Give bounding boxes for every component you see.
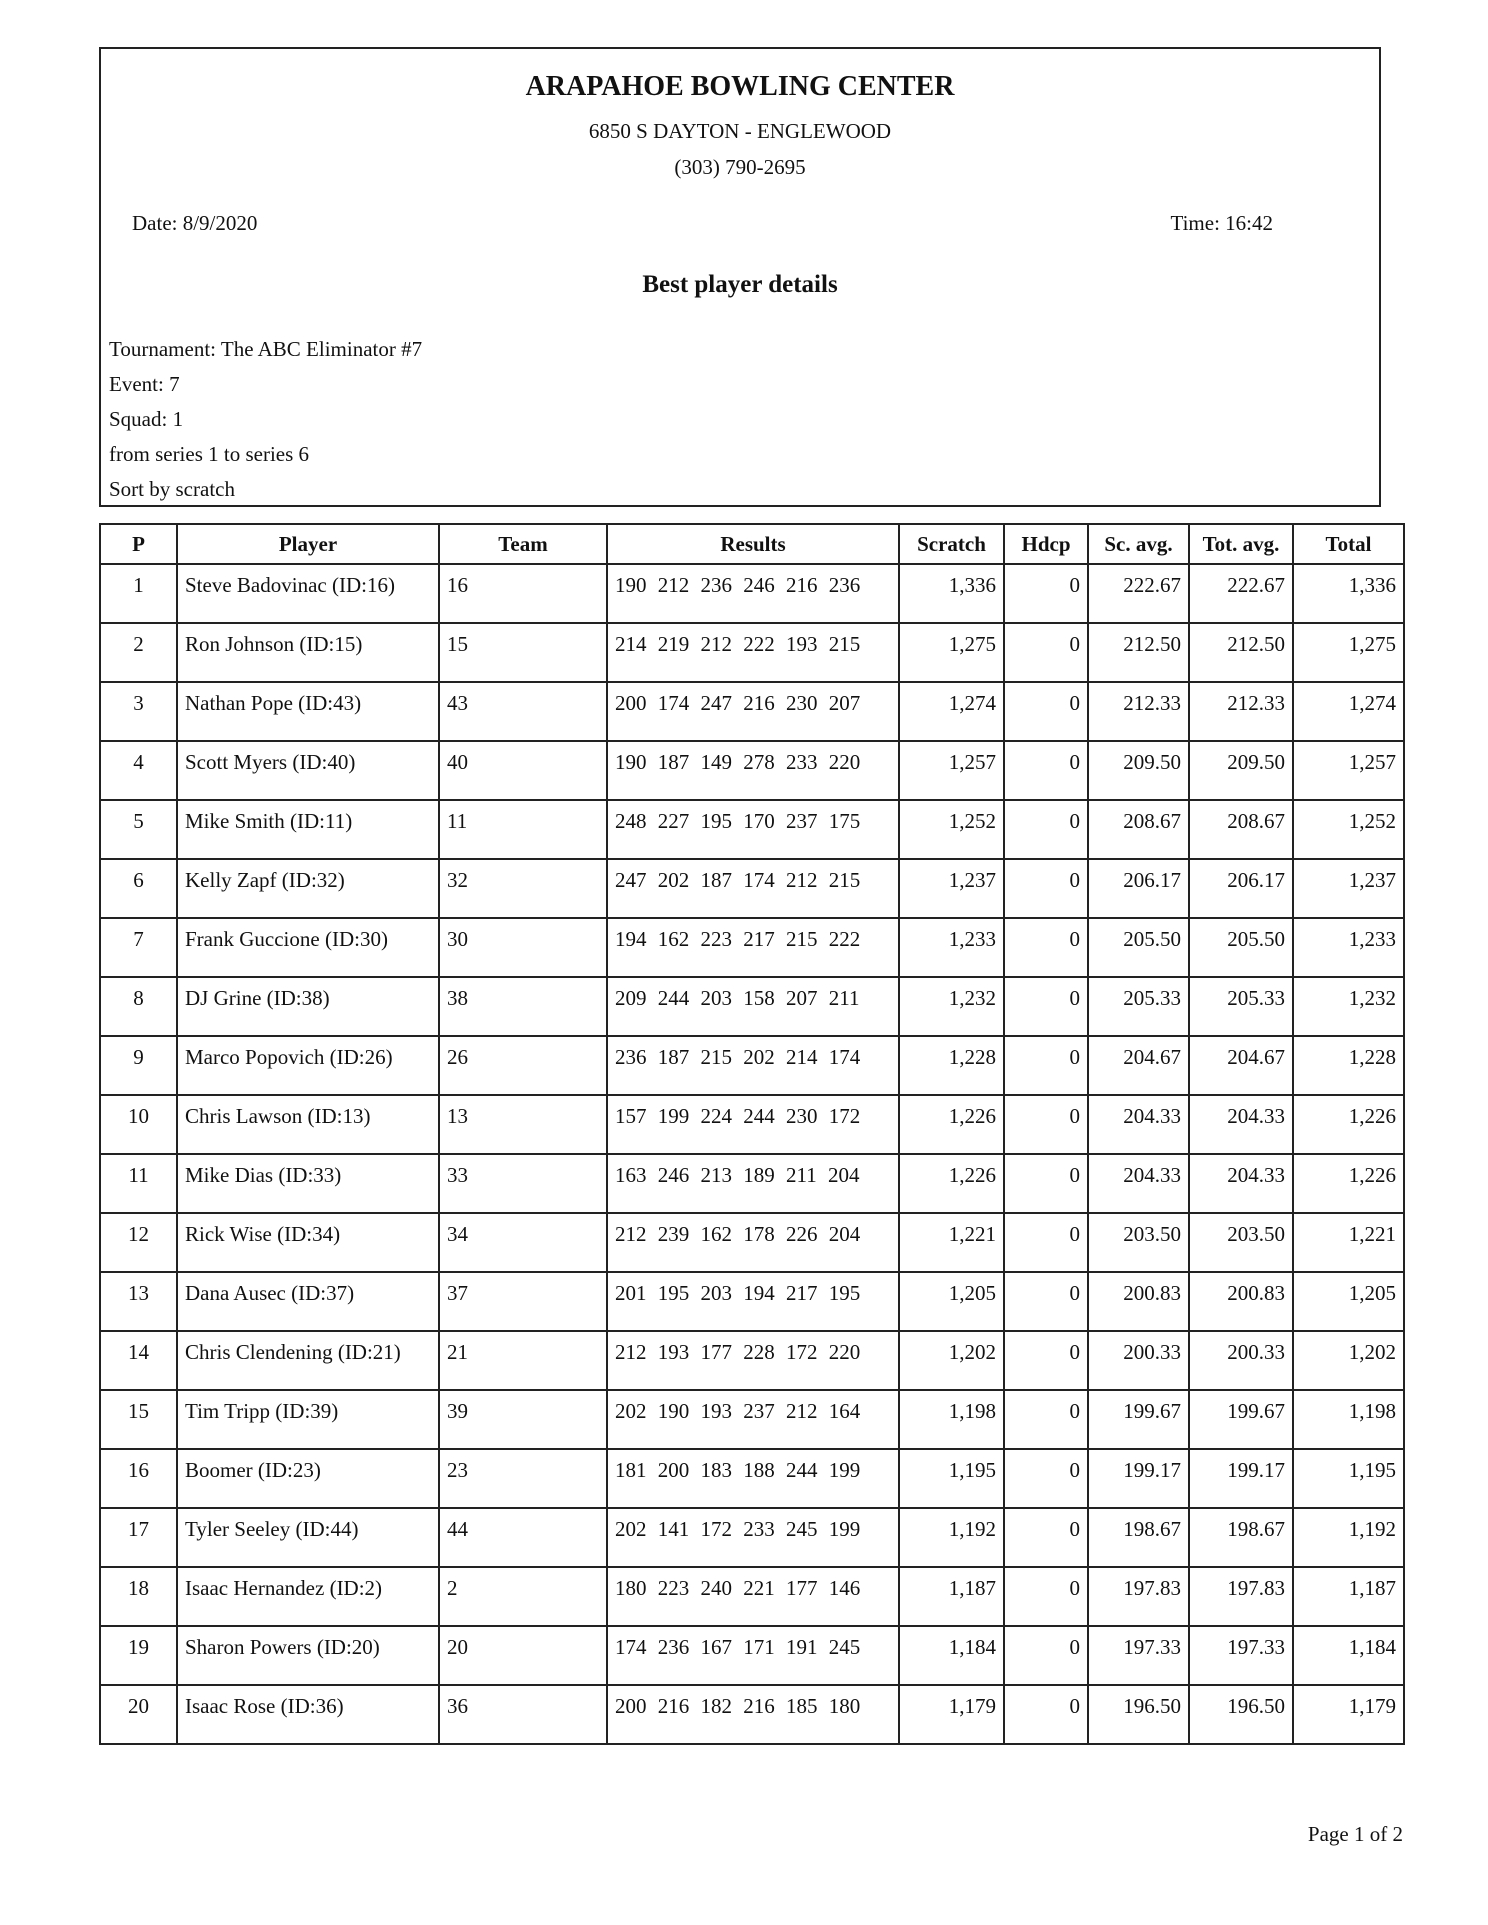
table-row — [100, 1449, 1404, 1508]
cell-position: 14 — [100, 1331, 177, 1390]
cell-player: DJ Grine (ID:38) — [177, 977, 439, 1036]
cell-total: 1,228 — [1293, 1036, 1404, 1095]
column-header-hdcp: Hdcp — [1004, 524, 1088, 564]
cell-hdcp: 0 — [1004, 918, 1088, 977]
cell-position: 18 — [100, 1567, 177, 1626]
cell-sc-avg: 204.67 — [1088, 1036, 1189, 1095]
cell-tot-avg: 222.67 — [1189, 564, 1293, 623]
cell-position: 9 — [100, 1036, 177, 1095]
cell-position: 17 — [100, 1508, 177, 1567]
cell-hdcp: 0 — [1004, 741, 1088, 800]
cell-sc-avg: 204.33 — [1088, 1154, 1189, 1213]
cell-team: 20 — [439, 1626, 607, 1685]
cell-total: 1,237 — [1293, 859, 1404, 918]
cell-results: 190 187 149 278 233 220 — [607, 741, 899, 800]
cell-results: 212 193 177 228 172 220 — [607, 1331, 899, 1390]
cell-team: 37 — [439, 1272, 607, 1331]
cell-team: 21 — [439, 1331, 607, 1390]
cell-total: 1,252 — [1293, 800, 1404, 859]
cell-sc-avg: 209.50 — [1088, 741, 1189, 800]
cell-player: Mike Smith (ID:11) — [177, 800, 439, 859]
cell-tot-avg: 204.67 — [1189, 1036, 1293, 1095]
cell-total: 1,187 — [1293, 1567, 1404, 1626]
cell-scratch: 1,205 — [899, 1272, 1004, 1331]
cell-tot-avg: 212.50 — [1189, 623, 1293, 682]
table-row — [100, 1626, 1404, 1685]
cell-player: Tyler Seeley (ID:44) — [177, 1508, 439, 1567]
cell-results: 202 141 172 233 245 199 — [607, 1508, 899, 1567]
cell-hdcp: 0 — [1004, 1390, 1088, 1449]
cell-hdcp: 0 — [1004, 1331, 1088, 1390]
cell-scratch: 1,237 — [899, 859, 1004, 918]
cell-team: 36 — [439, 1685, 607, 1744]
cell-sc-avg: 196.50 — [1088, 1685, 1189, 1744]
cell-position: 4 — [100, 741, 177, 800]
cell-scratch: 1,179 — [899, 1685, 1004, 1744]
cell-position: 12 — [100, 1213, 177, 1272]
cell-results: 181 200 183 188 244 199 — [607, 1449, 899, 1508]
results-table — [99, 523, 1405, 1745]
cell-hdcp: 0 — [1004, 564, 1088, 623]
report-date: Date: 8/9/2020 — [132, 211, 258, 235]
cell-team: 15 — [439, 623, 607, 682]
cell-results: 212 239 162 178 226 204 — [607, 1213, 899, 1272]
event-info: Event: 7 — [109, 372, 180, 396]
cell-results: 236 187 215 202 214 174 — [607, 1036, 899, 1095]
table-row — [100, 1036, 1404, 1095]
table-row — [100, 859, 1404, 918]
cell-sc-avg: 204.33 — [1088, 1095, 1189, 1154]
cell-hdcp: 0 — [1004, 859, 1088, 918]
cell-total: 1,179 — [1293, 1685, 1404, 1744]
cell-scratch: 1,202 — [899, 1331, 1004, 1390]
cell-sc-avg: 206.17 — [1088, 859, 1189, 918]
cell-hdcp: 0 — [1004, 1036, 1088, 1095]
cell-team: 44 — [439, 1508, 607, 1567]
center-name: ARAPAHOE BOWLING CENTER — [525, 71, 955, 102]
cell-tot-avg: 198.67 — [1189, 1508, 1293, 1567]
cell-team: 32 — [439, 859, 607, 918]
results-table-body — [100, 564, 1404, 1744]
cell-total: 1,198 — [1293, 1390, 1404, 1449]
column-header-p: P — [100, 524, 177, 564]
cell-player: Rick Wise (ID:34) — [177, 1213, 439, 1272]
cell-tot-avg: 199.17 — [1189, 1449, 1293, 1508]
squad-info: Squad: 1 — [109, 407, 184, 431]
cell-total: 1,192 — [1293, 1508, 1404, 1567]
cell-sc-avg: 197.83 — [1088, 1567, 1189, 1626]
cell-position: 19 — [100, 1626, 177, 1685]
cell-hdcp: 0 — [1004, 1567, 1088, 1626]
sort-info: Sort by scratch — [109, 477, 235, 501]
cell-tot-avg: 212.33 — [1189, 682, 1293, 741]
cell-team: 43 — [439, 682, 607, 741]
cell-scratch: 1,233 — [899, 918, 1004, 977]
cell-sc-avg: 205.50 — [1088, 918, 1189, 977]
cell-total: 1,195 — [1293, 1449, 1404, 1508]
cell-scratch: 1,195 — [899, 1449, 1004, 1508]
center-address: 6850 S DAYTON - ENGLEWOOD — [588, 119, 892, 143]
cell-results: 190 212 236 246 216 236 — [607, 564, 899, 623]
cell-player: Isaac Hernandez (ID:2) — [177, 1567, 439, 1626]
cell-position: 10 — [100, 1095, 177, 1154]
cell-scratch: 1,226 — [899, 1154, 1004, 1213]
column-header-sc-avg: Sc. avg. — [1088, 524, 1189, 564]
table-header-row — [100, 524, 1404, 564]
cell-tot-avg: 197.83 — [1189, 1567, 1293, 1626]
cell-results: 214 219 212 222 193 215 — [607, 623, 899, 682]
cell-tot-avg: 203.50 — [1189, 1213, 1293, 1272]
cell-team: 2 — [439, 1567, 607, 1626]
cell-results: 201 195 203 194 217 195 — [607, 1272, 899, 1331]
table-row — [100, 1508, 1404, 1567]
cell-hdcp: 0 — [1004, 682, 1088, 741]
cell-scratch: 1,252 — [899, 800, 1004, 859]
table-row — [100, 623, 1404, 682]
column-header-team: Team — [439, 524, 607, 564]
cell-team: 33 — [439, 1154, 607, 1213]
cell-results: 157 199 224 244 230 172 — [607, 1095, 899, 1154]
cell-results: 248 227 195 170 237 175 — [607, 800, 899, 859]
cell-position: 7 — [100, 918, 177, 977]
cell-total: 1,336 — [1293, 564, 1404, 623]
cell-sc-avg: 199.67 — [1088, 1390, 1189, 1449]
cell-team: 40 — [439, 741, 607, 800]
report-title: Best player details — [642, 271, 838, 298]
cell-hdcp: 0 — [1004, 1154, 1088, 1213]
cell-results: 180 223 240 221 177 146 — [607, 1567, 899, 1626]
cell-scratch: 1,228 — [899, 1036, 1004, 1095]
table-row — [100, 1567, 1404, 1626]
cell-scratch: 1,187 — [899, 1567, 1004, 1626]
cell-hdcp: 0 — [1004, 1685, 1088, 1744]
cell-results: 163 246 213 189 211 204 — [607, 1154, 899, 1213]
cell-total: 1,226 — [1293, 1154, 1404, 1213]
cell-tot-avg: 196.50 — [1189, 1685, 1293, 1744]
cell-position: 20 — [100, 1685, 177, 1744]
cell-sc-avg: 198.67 — [1088, 1508, 1189, 1567]
table-row — [100, 741, 1404, 800]
cell-results: 174 236 167 171 191 245 — [607, 1626, 899, 1685]
cell-total: 1,232 — [1293, 977, 1404, 1036]
cell-player: Marco Popovich (ID:26) — [177, 1036, 439, 1095]
cell-tot-avg: 205.50 — [1189, 918, 1293, 977]
cell-team: 38 — [439, 977, 607, 1036]
column-header-results: Results — [607, 524, 899, 564]
report-time: Time: 16:42 — [1170, 211, 1273, 235]
cell-player: Scott Myers (ID:40) — [177, 741, 439, 800]
cell-results: 247 202 187 174 212 215 — [607, 859, 899, 918]
cell-player: Chris Lawson (ID:13) — [177, 1095, 439, 1154]
cell-results: 200 216 182 216 185 180 — [607, 1685, 899, 1744]
cell-team: 30 — [439, 918, 607, 977]
cell-position: 15 — [100, 1390, 177, 1449]
table-row — [100, 1272, 1404, 1331]
cell-scratch: 1,275 — [899, 623, 1004, 682]
table-row — [100, 1213, 1404, 1272]
cell-hdcp: 0 — [1004, 1626, 1088, 1685]
cell-position: 13 — [100, 1272, 177, 1331]
table-row — [100, 918, 1404, 977]
cell-sc-avg: 212.50 — [1088, 623, 1189, 682]
cell-player: Boomer (ID:23) — [177, 1449, 439, 1508]
cell-scratch: 1,192 — [899, 1508, 1004, 1567]
table-row — [100, 682, 1404, 741]
cell-position: 5 — [100, 800, 177, 859]
cell-results: 200 174 247 216 230 207 — [607, 682, 899, 741]
cell-team: 34 — [439, 1213, 607, 1272]
cell-results: 202 190 193 237 212 164 — [607, 1390, 899, 1449]
series-range-info: from series 1 to series 6 — [109, 442, 310, 466]
table-row — [100, 564, 1404, 623]
cell-tot-avg: 206.17 — [1189, 859, 1293, 918]
cell-total: 1,226 — [1293, 1095, 1404, 1154]
cell-scratch: 1,184 — [899, 1626, 1004, 1685]
cell-player: Mike Dias (ID:33) — [177, 1154, 439, 1213]
cell-tot-avg: 209.50 — [1189, 741, 1293, 800]
cell-sc-avg: 200.33 — [1088, 1331, 1189, 1390]
cell-position: 2 — [100, 623, 177, 682]
cell-tot-avg: 205.33 — [1189, 977, 1293, 1036]
table-row — [100, 1154, 1404, 1213]
cell-player: Steve Badovinac (ID:16) — [177, 564, 439, 623]
cell-team: 16 — [439, 564, 607, 623]
cell-sc-avg: 222.67 — [1088, 564, 1189, 623]
cell-hdcp: 0 — [1004, 800, 1088, 859]
cell-total: 1,274 — [1293, 682, 1404, 741]
cell-position: 1 — [100, 564, 177, 623]
cell-hdcp: 0 — [1004, 1272, 1088, 1331]
column-header-total: Total — [1293, 524, 1404, 564]
cell-hdcp: 0 — [1004, 1508, 1088, 1567]
cell-hdcp: 0 — [1004, 1449, 1088, 1508]
cell-scratch: 1,232 — [899, 977, 1004, 1036]
cell-results: 209 244 203 158 207 211 — [607, 977, 899, 1036]
table-row — [100, 1685, 1404, 1744]
cell-results: 194 162 223 217 215 222 — [607, 918, 899, 977]
cell-team: 39 — [439, 1390, 607, 1449]
cell-total: 1,275 — [1293, 623, 1404, 682]
cell-scratch: 1,221 — [899, 1213, 1004, 1272]
cell-player: Kelly Zapf (ID:32) — [177, 859, 439, 918]
cell-total: 1,257 — [1293, 741, 1404, 800]
cell-player: Isaac Rose (ID:36) — [177, 1685, 439, 1744]
cell-sc-avg: 203.50 — [1088, 1213, 1189, 1272]
cell-scratch: 1,274 — [899, 682, 1004, 741]
cell-hdcp: 0 — [1004, 623, 1088, 682]
column-header-tot-avg: Tot. avg. — [1189, 524, 1293, 564]
cell-tot-avg: 197.33 — [1189, 1626, 1293, 1685]
cell-player: Tim Tripp (ID:39) — [177, 1390, 439, 1449]
report-header — [99, 47, 1381, 507]
center-phone: (303) 790-2695 — [674, 155, 806, 179]
cell-player: Dana Ausec (ID:37) — [177, 1272, 439, 1331]
table-row — [100, 977, 1404, 1036]
cell-sc-avg: 200.83 — [1088, 1272, 1189, 1331]
cell-total: 1,233 — [1293, 918, 1404, 977]
cell-player: Sharon Powers (ID:20) — [177, 1626, 439, 1685]
cell-hdcp: 0 — [1004, 1095, 1088, 1154]
cell-total: 1,205 — [1293, 1272, 1404, 1331]
table-row — [100, 1095, 1404, 1154]
cell-sc-avg: 199.17 — [1088, 1449, 1189, 1508]
cell-total: 1,221 — [1293, 1213, 1404, 1272]
column-header-scratch: Scratch — [899, 524, 1004, 564]
cell-scratch: 1,198 — [899, 1390, 1004, 1449]
cell-position: 3 — [100, 682, 177, 741]
cell-scratch: 1,257 — [899, 741, 1004, 800]
cell-position: 11 — [100, 1154, 177, 1213]
cell-player: Ron Johnson (ID:15) — [177, 623, 439, 682]
cell-total: 1,184 — [1293, 1626, 1404, 1685]
cell-team: 11 — [439, 800, 607, 859]
table-row — [100, 1331, 1404, 1390]
cell-tot-avg: 200.33 — [1189, 1331, 1293, 1390]
cell-scratch: 1,226 — [899, 1095, 1004, 1154]
cell-position: 6 — [100, 859, 177, 918]
cell-tot-avg: 204.33 — [1189, 1154, 1293, 1213]
tournament-info: Tournament: The ABC Eliminator #7 — [109, 337, 423, 361]
table-row — [100, 1390, 1404, 1449]
cell-team: 23 — [439, 1449, 607, 1508]
cell-player: Nathan Pope (ID:43) — [177, 682, 439, 741]
cell-tot-avg: 200.83 — [1189, 1272, 1293, 1331]
cell-sc-avg: 208.67 — [1088, 800, 1189, 859]
cell-player: Frank Guccione (ID:30) — [177, 918, 439, 977]
cell-hdcp: 0 — [1004, 977, 1088, 1036]
cell-position: 8 — [100, 977, 177, 1036]
cell-scratch: 1,336 — [899, 564, 1004, 623]
table-row — [100, 800, 1404, 859]
cell-tot-avg: 208.67 — [1189, 800, 1293, 859]
cell-tot-avg: 204.33 — [1189, 1095, 1293, 1154]
cell-tot-avg: 199.67 — [1189, 1390, 1293, 1449]
cell-hdcp: 0 — [1004, 1213, 1088, 1272]
cell-team: 13 — [439, 1095, 607, 1154]
cell-player: Chris Clendening (ID:21) — [177, 1331, 439, 1390]
cell-position: 16 — [100, 1449, 177, 1508]
column-header-player: Player — [177, 524, 439, 564]
cell-sc-avg: 197.33 — [1088, 1626, 1189, 1685]
page-number: Page 1 of 2 — [1307, 1822, 1403, 1846]
cell-sc-avg: 205.33 — [1088, 977, 1189, 1036]
cell-sc-avg: 212.33 — [1088, 682, 1189, 741]
cell-total: 1,202 — [1293, 1331, 1404, 1390]
cell-team: 26 — [439, 1036, 607, 1095]
